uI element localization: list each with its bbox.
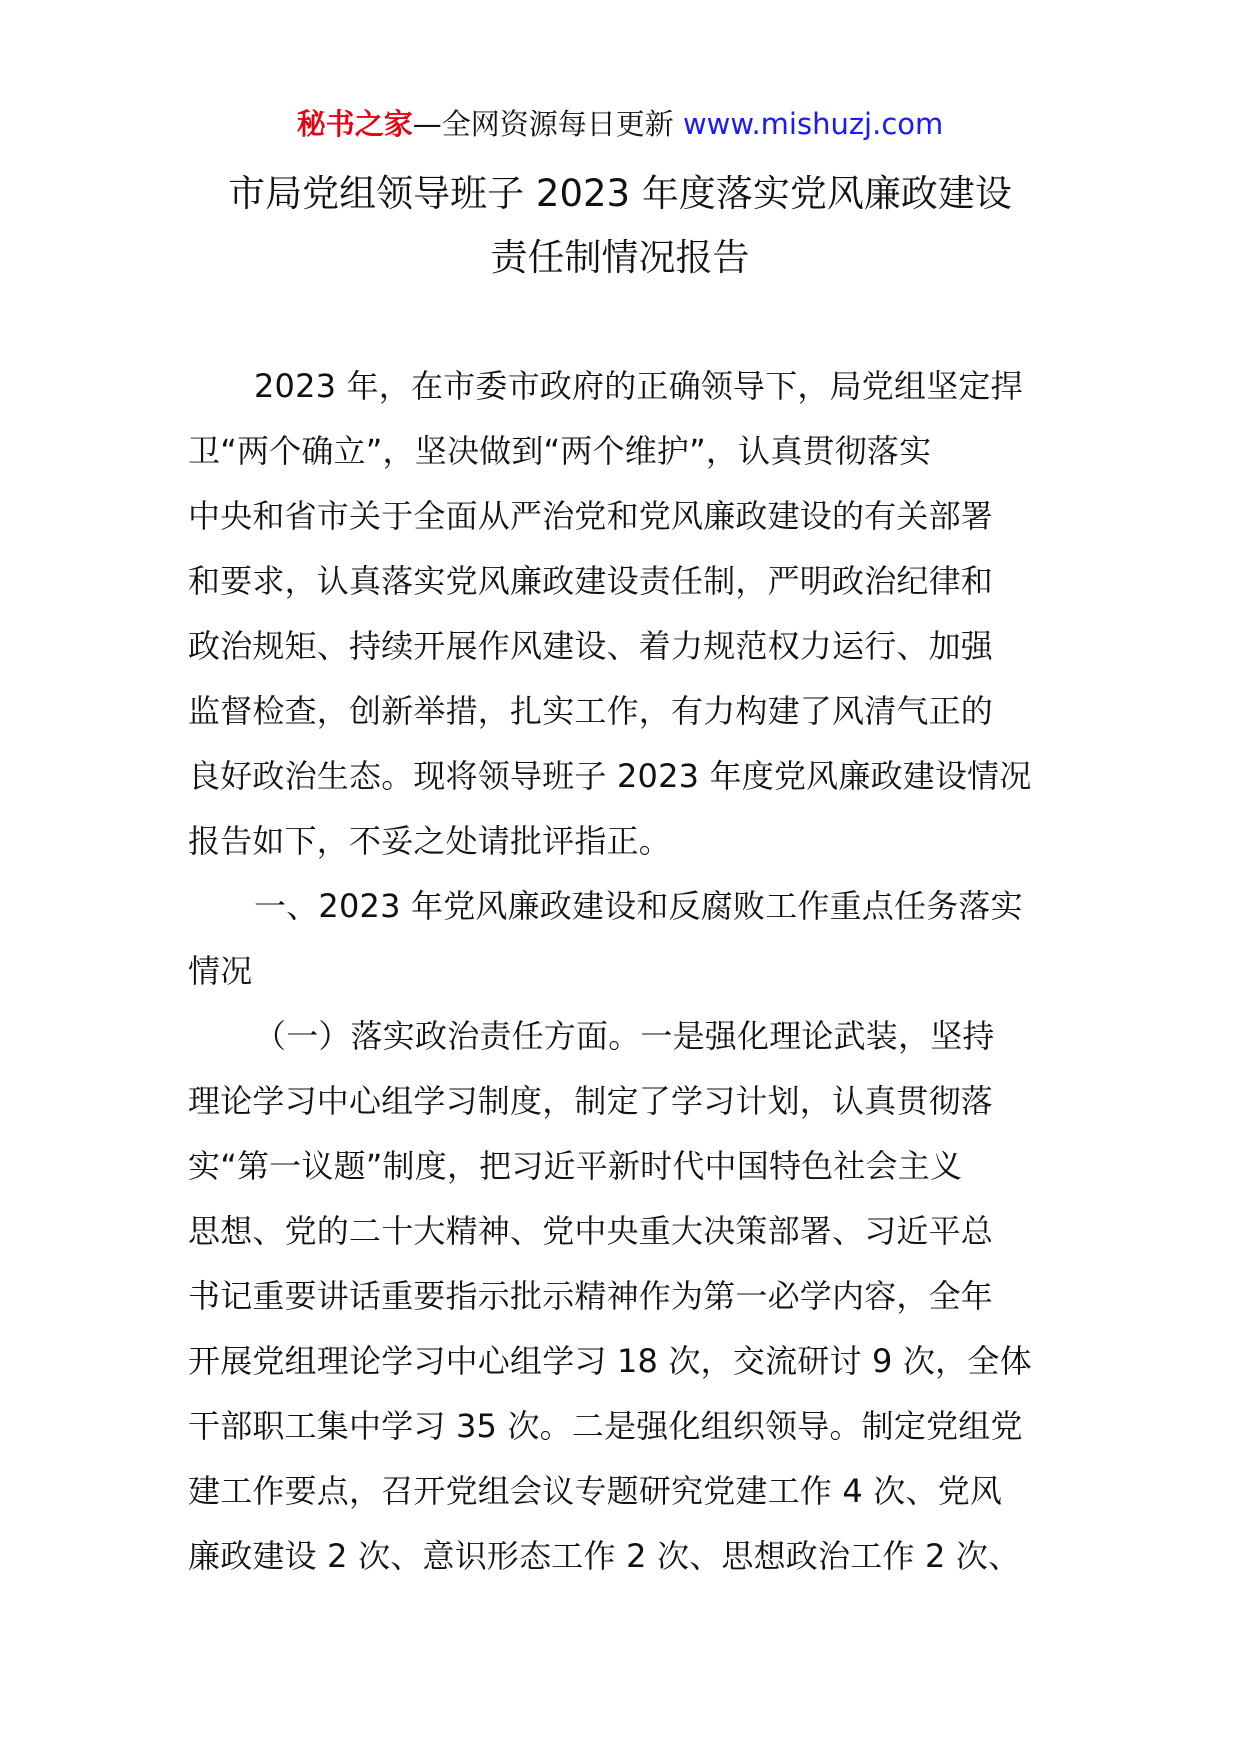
body-line: 理论学习中心组学习制度，制定了学习计划，认真贯彻落	[188, 1082, 994, 1120]
body-line: 建工作要点，召开党组会议专题研究党建工作 4 次、党风	[188, 1472, 1003, 1510]
body-line: 书记重要讲话重要指示批示精神作为第一必学内容，全年	[188, 1277, 994, 1315]
body-line: （一）落实政治责任方面。一是强化理论武装，坚持	[254, 1017, 995, 1055]
body-line: 政治规矩、持续开展作风建设、着力规范权力运行、加强	[188, 627, 994, 665]
body-line: 监督检查，创新举措，扎实工作，有力构建了风清气正的	[188, 692, 994, 730]
body-line: 2023 年，在市委市政府的正确领导下，局党组坚定捍	[254, 367, 1023, 405]
document-title	[0, 162, 1240, 290]
body-line: 开展党组理论学习中心组学习 18 次，交流研讨 9 次，全体	[188, 1342, 1032, 1380]
site-url-link[interactable]: www.mishuzj.com	[682, 107, 944, 141]
header-tagline: —全网资源每日更新	[412, 107, 683, 141]
body-line: 报告如下，不妥之处请批评指正。	[188, 822, 672, 860]
section-heading-line: 一、2023 年党风廉政建设和反腐败工作重点任务落实	[254, 887, 1023, 925]
body-line: 思想、党的二十大精神、党中央重大决策部署、习近平总	[188, 1212, 994, 1250]
body-line: 和要求，认真落实党风廉政建设责任制，严明政治纪律和	[188, 562, 994, 600]
title-line: 责任制情况报告	[490, 236, 750, 279]
site-header	[0, 104, 1240, 144]
body-line: 干部职工集中学习 35 次。二是强化组织领导。制定党组党	[188, 1407, 1023, 1445]
brand-name: 秘书之家	[296, 107, 413, 141]
body-line: 良好政治生态。现将领导班子 2023 年度党风廉政建设情况	[188, 757, 1032, 795]
document-body	[188, 354, 1054, 1589]
body-line: 实“第一议题”制度，把习近平新时代中国特色社会主义	[188, 1147, 963, 1185]
body-line: 卫“两个确立”，坚决做到“两个维护”，认真贯彻落实	[188, 432, 932, 470]
section-heading-line: 情况	[188, 952, 253, 990]
body-line: 廉政建设 2 次、意识形态工作 2 次、思想政治工作 2 次、	[188, 1537, 1021, 1575]
body-line: 中央和省市关于全面从严治党和党风廉政建设的有关部署	[188, 497, 994, 535]
title-line: 市局党组领导班子 2023 年度落实党风廉政建设	[228, 172, 1012, 215]
